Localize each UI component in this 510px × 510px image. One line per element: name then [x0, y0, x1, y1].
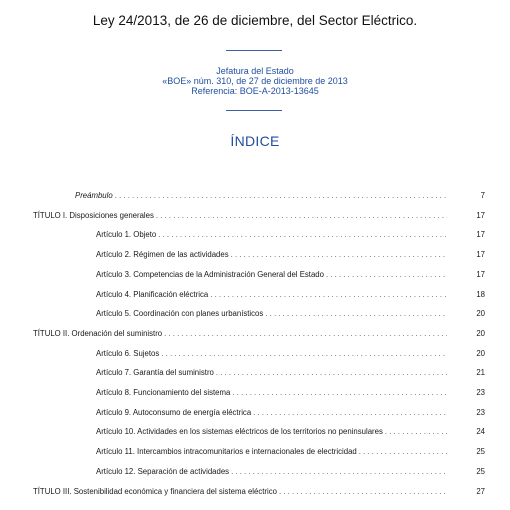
toc-entry[interactable] — [33, 329, 485, 341]
toc-entry-label[interactable]: TÍTULO II. Ordenación del suministro — [33, 328, 163, 338]
toc-entry-page[interactable]: 17 — [476, 210, 485, 220]
toc-entry-page[interactable]: 20 — [476, 328, 485, 338]
toc-entry[interactable] — [33, 211, 485, 223]
toc-entry-label[interactable]: Artículo 2. Régimen de las actividades — [96, 250, 229, 260]
toc-entry-page[interactable]: 18 — [476, 289, 485, 299]
toc-dot-leader — [326, 270, 447, 279]
toc-dot-leader — [231, 250, 447, 259]
toc-entry-label[interactable]: Artículo 3. Competencias de la Administración General del Estado — [96, 269, 324, 279]
toc-entry-label[interactable]: Artículo 1. Objeto — [96, 230, 157, 240]
index-heading: ÍNDICE — [230, 133, 280, 149]
toc-dot-leader — [231, 467, 447, 476]
title-divider — [226, 50, 282, 51]
toc-dot-leader — [156, 211, 447, 220]
toc-entry[interactable] — [96, 349, 485, 361]
toc-dot-leader — [115, 191, 447, 200]
document-title: Ley 24/2013, de 26 de diciembre, del Sector Eléctrico. — [92, 13, 418, 28]
toc-dot-leader — [164, 329, 447, 338]
toc-dot-leader — [216, 368, 447, 377]
toc-entry-page[interactable]: 17 — [476, 269, 485, 279]
toc-entry-page[interactable]: 23 — [476, 388, 485, 397]
toc-entry[interactable] — [96, 427, 485, 439]
publication-line: «BOE» núm. 310, de 27 de diciembre de 2013 — [162, 76, 348, 86]
toc-entry[interactable] — [96, 270, 485, 282]
toc-dot-leader — [359, 447, 447, 456]
toc-entry[interactable] — [96, 290, 485, 302]
toc-entry[interactable] — [75, 191, 485, 203]
toc-entry[interactable] — [96, 447, 485, 459]
toc-entry-label[interactable]: TÍTULO III. Sostenibilidad económica y financiera del sistema eléctrico — [33, 486, 277, 496]
toc-entry-label[interactable]: Artículo 6. Sujetos — [96, 348, 160, 358]
toc-entry-label[interactable]: Artículo 8. Funcionamiento del sistema — [96, 388, 231, 397]
toc-dot-leader — [385, 427, 447, 436]
issuer-line: Jefatura del Estado — [216, 66, 294, 76]
toc-entry-page[interactable]: 7 — [480, 191, 485, 200]
toc-entry-page[interactable]: 17 — [476, 250, 485, 260]
toc-entry-page[interactable]: 17 — [476, 230, 485, 240]
toc-entry[interactable] — [96, 408, 485, 420]
toc-entry-label[interactable]: Artículo 4. Planificación eléctrica — [96, 289, 209, 299]
toc-dot-leader — [279, 487, 447, 496]
toc-entry-page[interactable]: 27 — [476, 486, 485, 496]
toc-dot-leader — [161, 349, 447, 358]
toc-entry-page[interactable]: 25 — [476, 447, 485, 457]
toc-entry-label[interactable]: Artículo 9. Autoconsumo de energía eléctrica — [96, 407, 252, 417]
toc-entry-label[interactable]: TÍTULO I. Disposiciones generales — [33, 210, 154, 220]
toc-entry-label[interactable]: Preámbulo — [75, 191, 113, 200]
toc-entry-label[interactable]: Artículo 5. Coordinación con planes urbanísticos — [96, 309, 264, 319]
toc-entry[interactable] — [96, 250, 485, 262]
toc-entry[interactable] — [96, 467, 485, 479]
meta-divider — [226, 110, 282, 111]
toc-entry-label[interactable]: Artículo 7. Garantía del suministro — [96, 368, 214, 378]
toc-dot-leader — [210, 290, 447, 299]
reference-line: Referencia: BOE-A-2013-13645 — [191, 86, 319, 96]
toc-entry-label[interactable]: Artículo 12. Separación de actividades — [96, 466, 230, 476]
toc-entry-page[interactable]: 20 — [476, 309, 485, 319]
toc-entry[interactable] — [96, 309, 485, 321]
toc-entry[interactable] — [33, 487, 485, 499]
toc-entry-page[interactable]: 21 — [476, 368, 485, 378]
toc-entry-page[interactable]: 20 — [476, 348, 485, 358]
toc-entry[interactable] — [96, 388, 485, 400]
toc-dot-leader — [265, 309, 447, 318]
toc-entry-label[interactable]: Artículo 10. Actividades en los sistemas eléctricos de los territorios no peninsulares — [96, 427, 383, 437]
toc-dot-leader — [158, 230, 447, 239]
toc-entry[interactable] — [96, 230, 485, 242]
toc-entry[interactable] — [96, 368, 485, 380]
toc-entry-page[interactable]: 24 — [476, 427, 485, 437]
toc-dot-leader — [253, 408, 447, 417]
toc-entry-page[interactable]: 23 — [476, 407, 485, 417]
toc-entry-page[interactable]: 25 — [476, 466, 485, 476]
toc-entry-label[interactable]: Artículo 11. Intercambios intracomunitarios e internacionales de electricidad — [96, 447, 357, 457]
toc-dot-leader — [232, 388, 447, 397]
